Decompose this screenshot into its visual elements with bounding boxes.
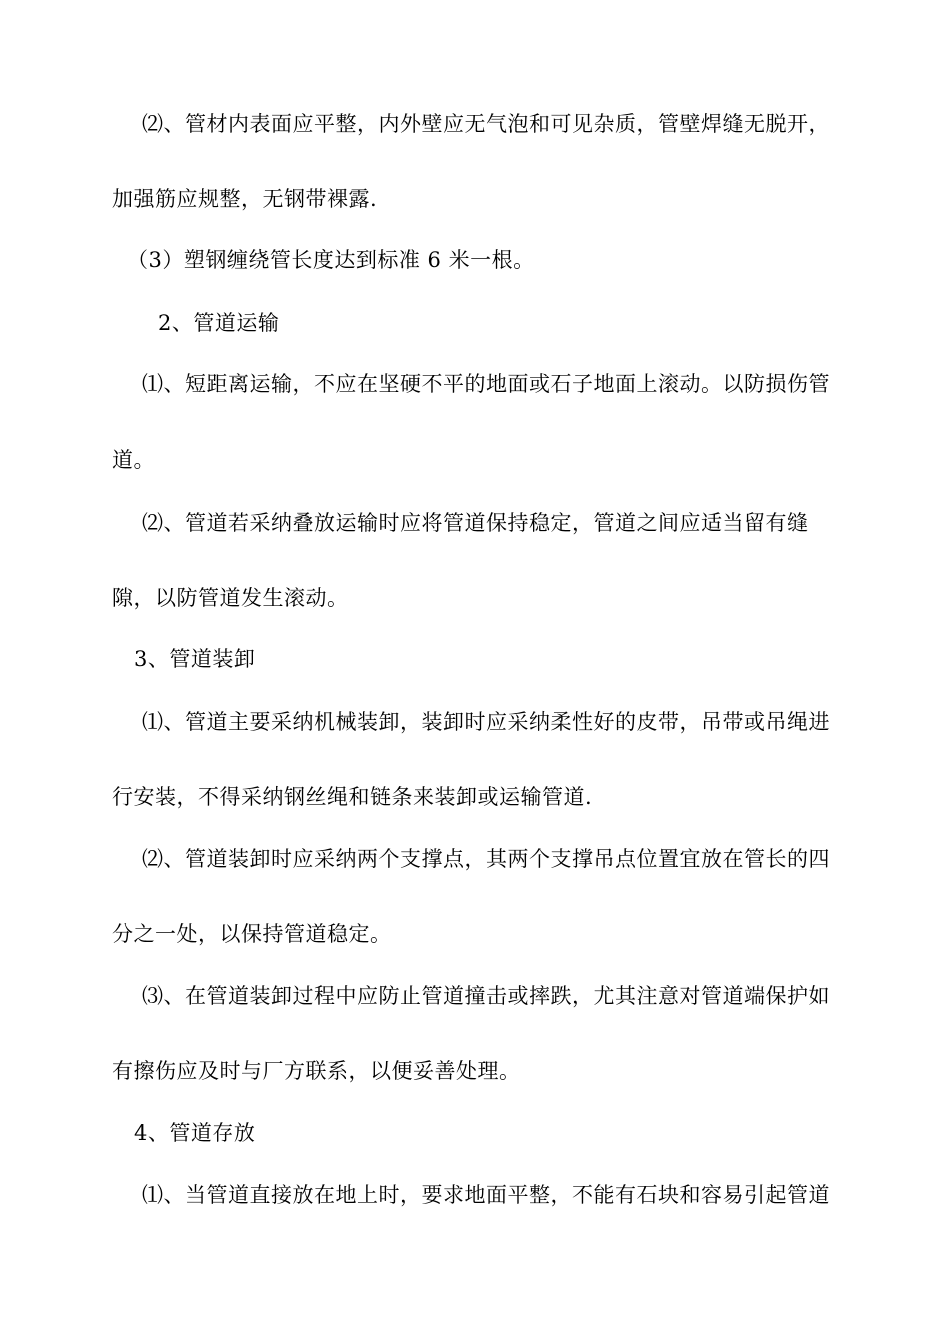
paragraph-line: ⑴、管道主要采纳机械装卸，装卸时应采纳柔性好的皮带，吊带或吊绳进: [142, 710, 830, 734]
paragraph-line: （3）塑钢缠绕管长度达到标准 6 米一根。: [127, 248, 535, 272]
paragraph-line: 加强筋应规整，无钢带裸露.: [112, 187, 378, 211]
paragraph-line: 道。: [112, 448, 155, 472]
paragraph-line: ⑶、在管道装卸过程中应防止管道撞击或摔跌，尤其注意对管道端保护如: [142, 984, 830, 1008]
paragraph-line: ⑵、管材内表面应平整，内外壁应无气泡和可见杂质，管壁焊缝无脱开，: [142, 112, 830, 136]
section-heading: 3、管道装卸: [134, 647, 256, 671]
paragraph-line: 隙，以防管道发生滚动。: [112, 586, 349, 610]
paragraph-line: 行安装，不得采纳钢丝绳和链条来装卸或运输管道.: [112, 785, 593, 809]
paragraph-line: ⑴、短距离运输，不应在坚硬不平的地面或石子地面上滚动。以防损伤管: [142, 372, 830, 396]
section-heading: 4、管道存放: [134, 1121, 256, 1145]
paragraph-line: ⑴、当管道直接放在地上时，要求地面平整，不能有石块和容易引起管道: [142, 1183, 830, 1207]
paragraph-line: ⑵、管道若采纳叠放运输时应将管道保持稳定，管道之间应适当留有缝: [142, 511, 809, 535]
section-heading: 2、管道运输: [158, 311, 280, 335]
paragraph-line: 有擦伤应及时与厂方联系，以便妥善处理。: [112, 1059, 521, 1083]
paragraph-line: ⑵、管道装卸时应采纳两个支撑点，其两个支撑吊点位置宜放在管长的四: [142, 847, 830, 871]
paragraph-line: 分之一处，以保持管道稳定。: [112, 922, 392, 946]
